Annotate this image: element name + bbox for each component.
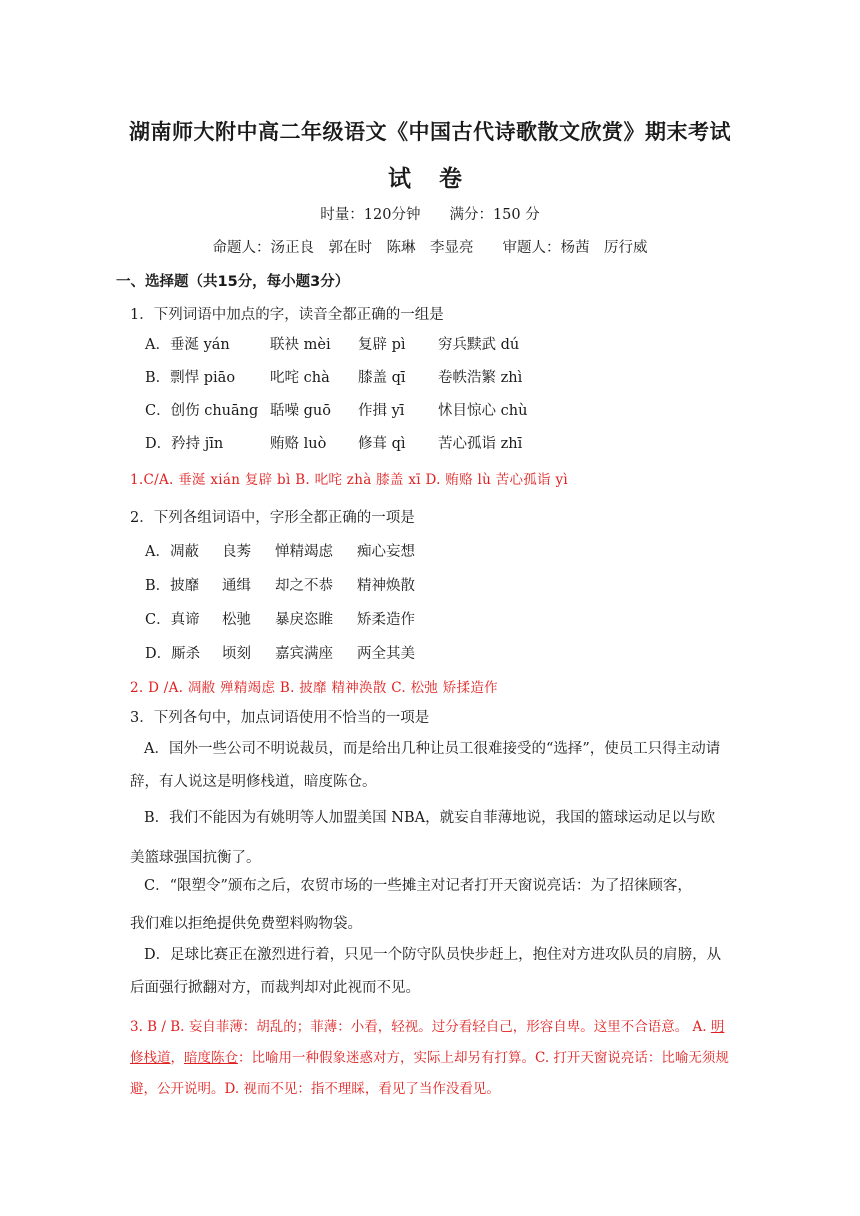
- q1-a-1: A．垂涎 yán: [145, 337, 230, 353]
- q3-option-c-line1: C．“限塑令”颁布之后，农贸市场的一些摊主对记者打开天窗说亮话：为了招徕顾客，: [144, 878, 692, 894]
- q2-d-2: 顷刻: [222, 646, 251, 662]
- q3-answer-sep: ，: [170, 1050, 184, 1066]
- q1-d-1: D．矜持 jīn: [145, 436, 224, 452]
- q1-d-2: 贿赂 luò: [270, 436, 327, 452]
- q2-b-4: 精神焕散: [357, 578, 415, 594]
- q1-b-3: 膝盖 qī: [358, 370, 406, 386]
- q1-d-3: 修葺 qì: [358, 436, 406, 452]
- exam-subtitle: 试 卷: [387, 166, 472, 192]
- q3-answer-underline-1: 明修栈道: [130, 1019, 725, 1066]
- q2-b-3: 却之不恭: [275, 578, 333, 594]
- q2-answer: 2. D /A. 凋敝 殚精竭虑 B. 披靡 精神涣散 C. 松弛 矫揉造作: [130, 680, 498, 696]
- q2-c-4: 矫柔造作: [357, 612, 415, 628]
- q1-b-4: 卷帙浩繁 zhì: [438, 370, 523, 386]
- q3-option-c-line2: 我们难以拒绝提供免费塑料购物袋。: [130, 916, 362, 932]
- q1-d-4: 苦心孤诣 zhī: [438, 436, 523, 452]
- q3-stem: 3．下列各句中，加点词语使用不恰当的一项是: [130, 710, 430, 726]
- q3-answer-part1: 3. B / B. 妄自菲薄：胡乱的；菲薄：小看，轻视。过分看轻自己，形容自卑。这里不合语意。 A.: [130, 1019, 707, 1035]
- q1-answer: 1.C/A. 垂涎 xián 复辟 bì B. 叱咤 zhà 膝盖 xī D. 贿赂 lù 苦心孤诣 yì: [130, 472, 568, 488]
- exam-authors: 命题人：汤正良 郭在时 陈琳 李显亮 审题人：杨茜 厉行威: [212, 240, 648, 256]
- q2-c-2: 松驰: [222, 612, 251, 628]
- q1-b-2: 叱咤 chà: [270, 370, 330, 386]
- q2-a-4: 痴心妄想: [357, 544, 415, 560]
- q1-a-4: 穷兵黩武 dú: [438, 337, 520, 353]
- section-heading: 一、选择题（共15分，每小题3分）: [116, 274, 350, 290]
- q2-c-1: C．真谛: [145, 612, 200, 628]
- q1-b-1: B．剽悍 piāo: [145, 370, 236, 386]
- q1-a-2: 联袂 mèi: [270, 337, 331, 353]
- q1-c-4: 怵目惊心 chù: [438, 403, 528, 419]
- q1-c-2: 聒噪 guō: [270, 403, 331, 419]
- exam-title: 湖南师大附中高二年级语文《中国古代诗歌散文欣赏》期末考试: [129, 120, 731, 144]
- q2-b-1: B．披靡: [145, 578, 200, 594]
- q2-c-3: 暴戾恣睢: [275, 612, 333, 628]
- q1-c-3: 作揖 yī: [358, 403, 405, 419]
- q1-stem: 1．下列词语中加点的字，读音全都正确的一组是: [130, 307, 444, 323]
- q2-a-1: A．凋蔽: [145, 544, 199, 560]
- q3-answer-underline-2: 暗度陈仓: [184, 1050, 238, 1066]
- q2-d-1: D．厮杀: [145, 646, 201, 662]
- q2-b-2: 通缉: [222, 578, 251, 594]
- q2-stem: 2．下列各组词语中，字形全都正确的一项是: [130, 510, 415, 526]
- q2-d-3: 嘉宾满座: [275, 646, 333, 662]
- q3-option-b-line1: B．我们不能因为有姚明等人加盟美国 NBA，就妄自菲薄地说，我国的篮球运动足以与欧: [144, 810, 716, 826]
- q3-option-b-line2: 美篮球强国抗衡了。: [130, 850, 261, 866]
- q2-d-4: 两全其美: [357, 646, 415, 662]
- q2-a-3: 惮精竭虑: [275, 544, 333, 560]
- q3-answer: [130, 1012, 730, 1105]
- q3-answer-part2: ：比喻用一种假象迷惑对方，实际上却另有打算。C. 打开天窗说亮话：比喻无须规避，公开说明。D. 视而不见：指不理睬，看见了当作没看见。: [130, 1050, 729, 1097]
- q1-c-1: C．创伤 chuāng: [145, 403, 259, 419]
- q3-option-a: A．国外一些公司不明说裁员，而是给出几种让员工很难接受的“选择”，使员工只得主动请辞，有人说这是明修栈道，暗度陈仓。: [130, 741, 721, 790]
- q1-a-3: 复辟 pì: [358, 337, 406, 353]
- q3-option-d: D．足球比赛正在激烈进行着，只见一个防守队员快步赶上，抱住对方进攻队员的肩膀，从后面强行掀翻对方，而裁判却对此视而不见。: [130, 947, 722, 996]
- exam-meta: 时量：120分钟 满分：150 分: [320, 207, 540, 223]
- q2-a-2: 良莠: [222, 544, 251, 560]
